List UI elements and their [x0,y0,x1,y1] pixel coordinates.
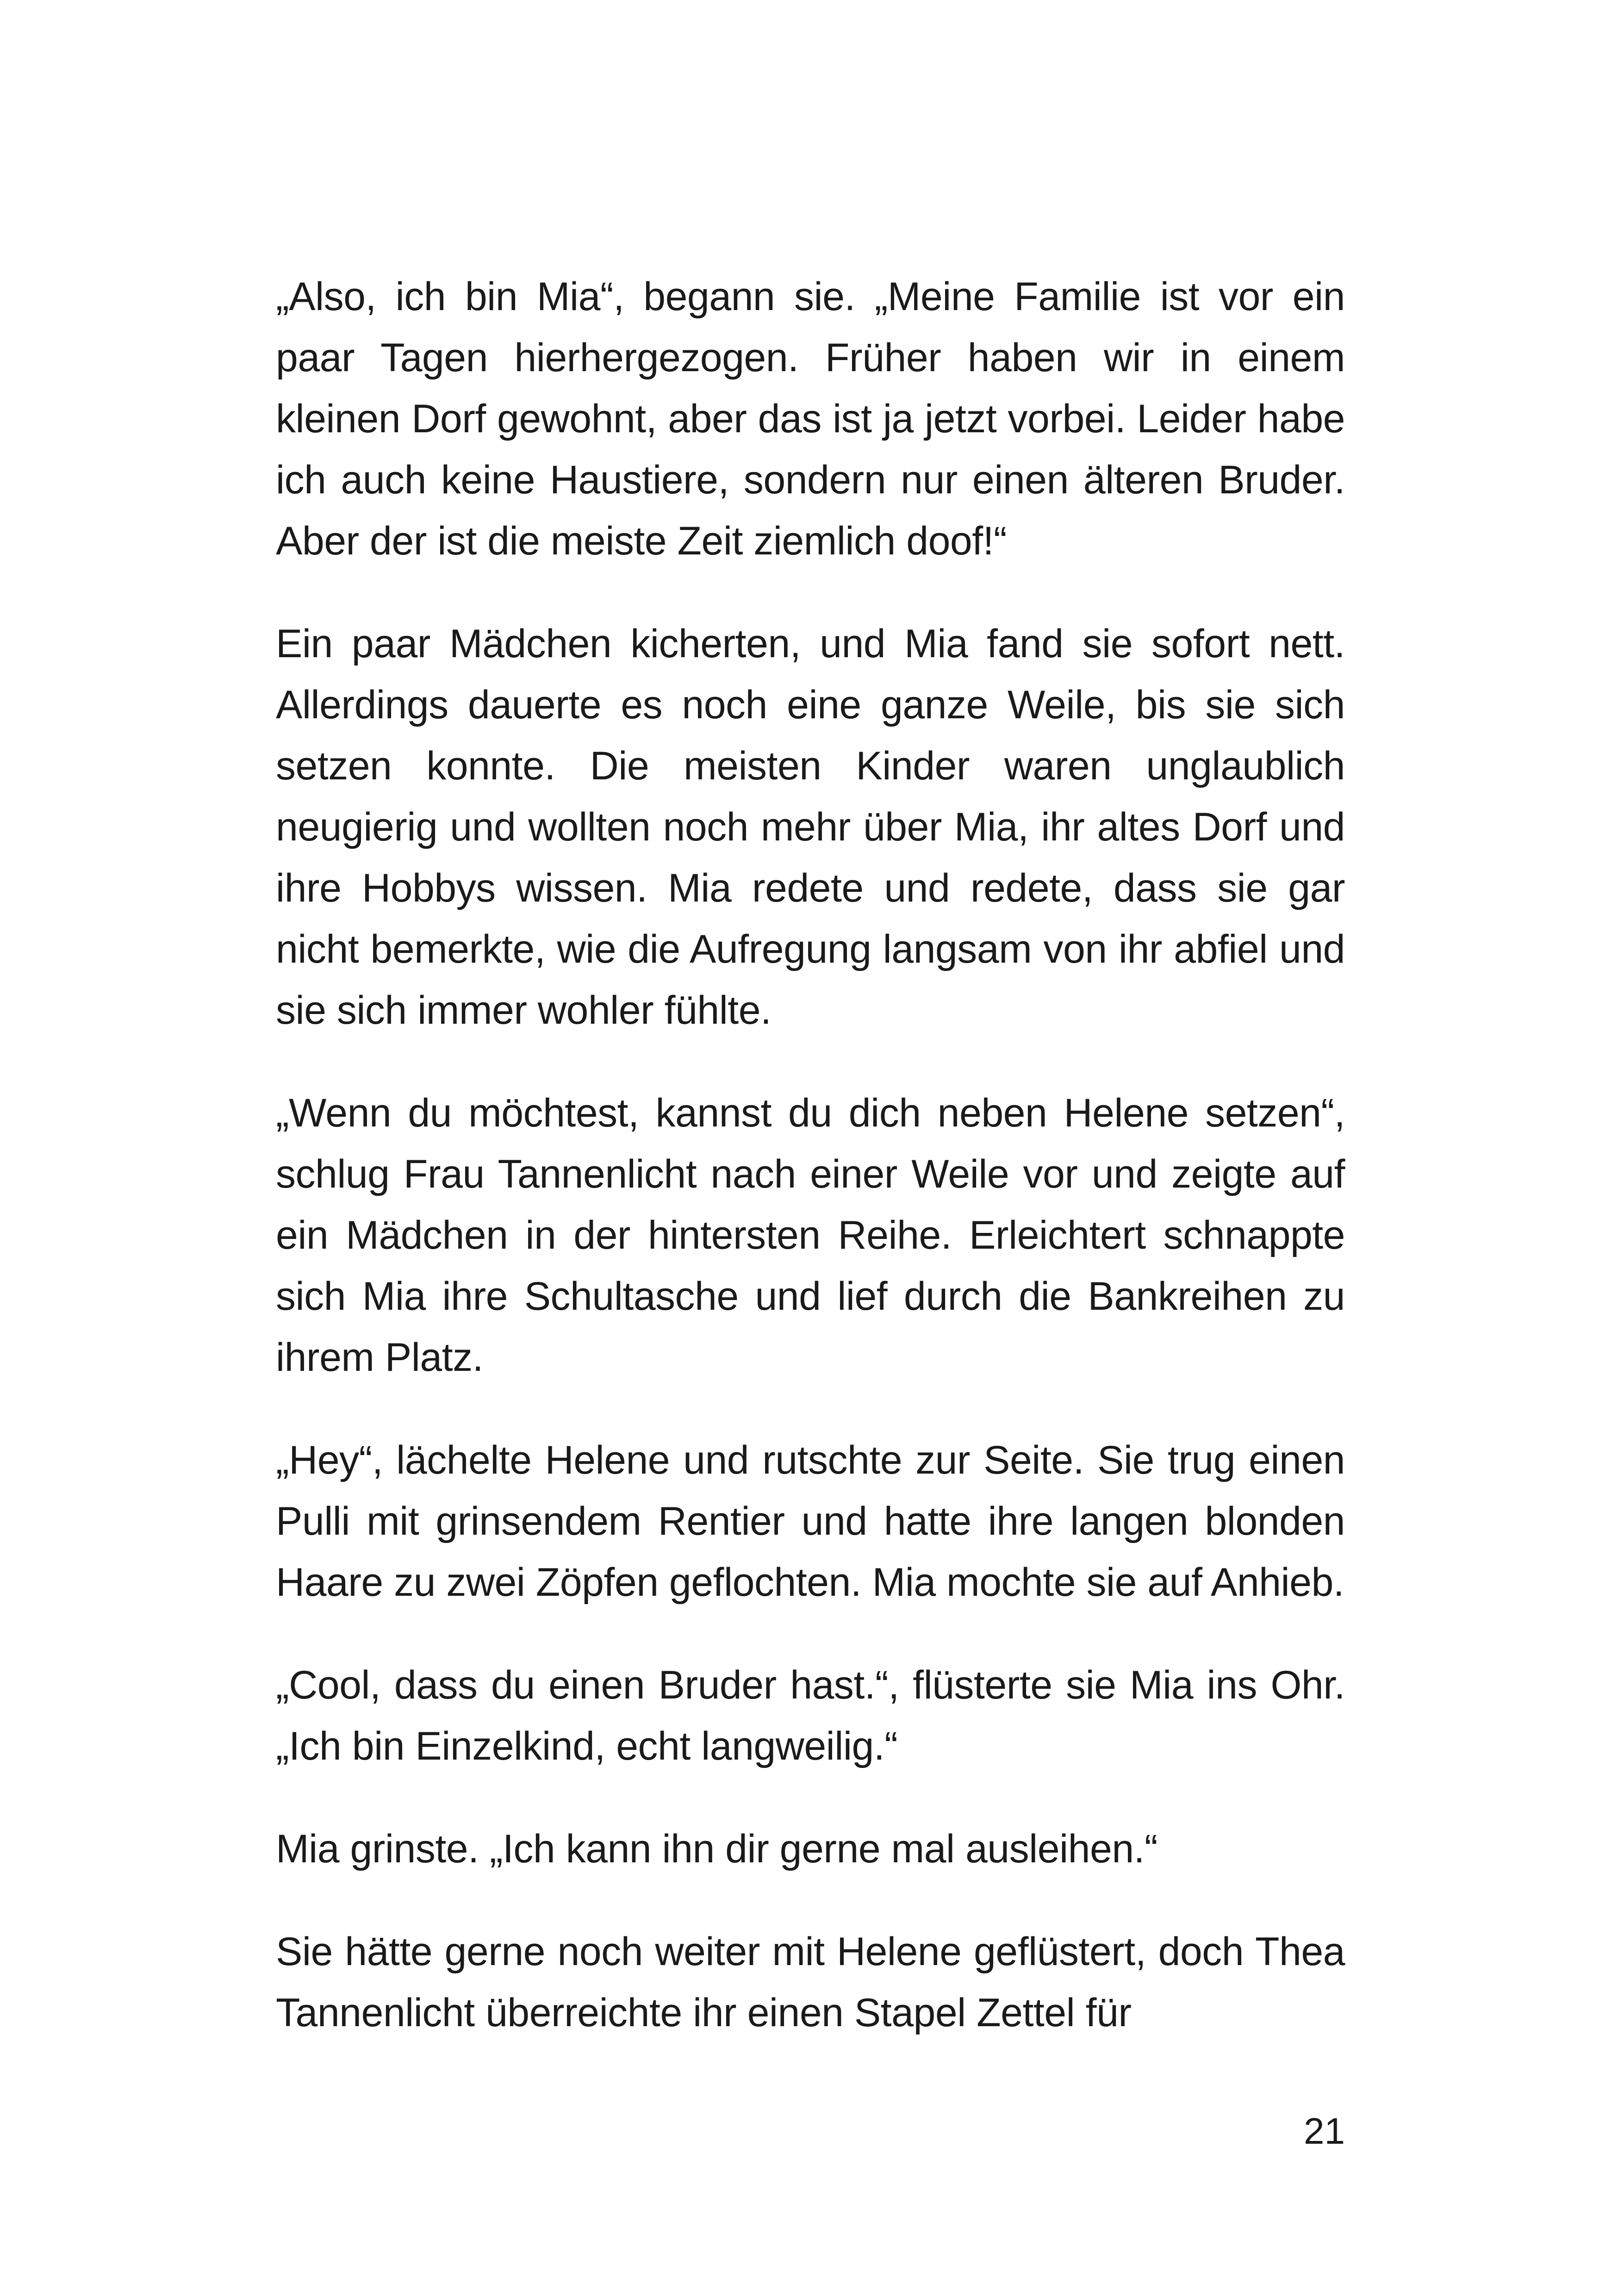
paragraph: „Cool, dass du einen Bruder hast.“, flüsterte sie Mia ins Ohr. „Ich bin Einzelkind, echt langweilig.“ [276,1663,1345,1768]
paragraph: „Also, ich bin Mia“, begann sie. „Meine Familie ist vor ein paar Tagen hierhergezogen. Früher haben wir in einem kleinen Dorf gewohnt, aber das ist ja jetzt vorbei. Leider habe ich auch keine Haustiere, sondern nur einen älteren Bruder. Aber der ist die meiste Zeit ziemlich doof!“ [276,274,1345,563]
paragraph: Ein paar Mädchen kicherten, und Mia fand sie sofort nett. Allerdings dauerte es noch eine ganze Weile, bis sie sich setzen konnte. Die meisten Kinder waren unglaublich neugierig und wollten noch mehr über Mia, ihr altes Dorf und ihre Hobbys wissen. Mia redete und redete, dass sie gar nicht bemerkte, wie die Aufregung langsam von ihr abfiel und sie sich immer wohler fühlte. [276,622,1345,1033]
page-number: 21 [1304,2110,1345,2152]
paragraph: Mia grinste. „Ich kann ihn dir gerne mal ausleihen.“ [276,1827,1158,1871]
paragraph: „Wenn du möchtest, kannst du dich neben Helene setzen“, schlug Frau Tannenlicht nach einer Weile vor und zeigte auf ein Mädchen in der hintersten Reihe. Erleichtert schnappte sich Mia ihre Schultasche und lief durch die Bankreihen zu ihrem Platz. [276,1091,1345,1380]
paragraph: Sie hätte gerne noch weiter mit Helene geflüstert, doch Thea Tannenlicht überreichte ihr einen Stapel Zettel für [276,1929,1345,2035]
paragraph: „Hey“, lächelte Helene und rutschte zur Seite. Sie trug einen Pulli mit grinsendem Rentier und hatte ihre langen blonden Haare zu zwei Zöpfen geflochten. Mia mochte sie auf Anhieb. [276,1438,1345,1605]
page-body [276,266,1345,2043]
